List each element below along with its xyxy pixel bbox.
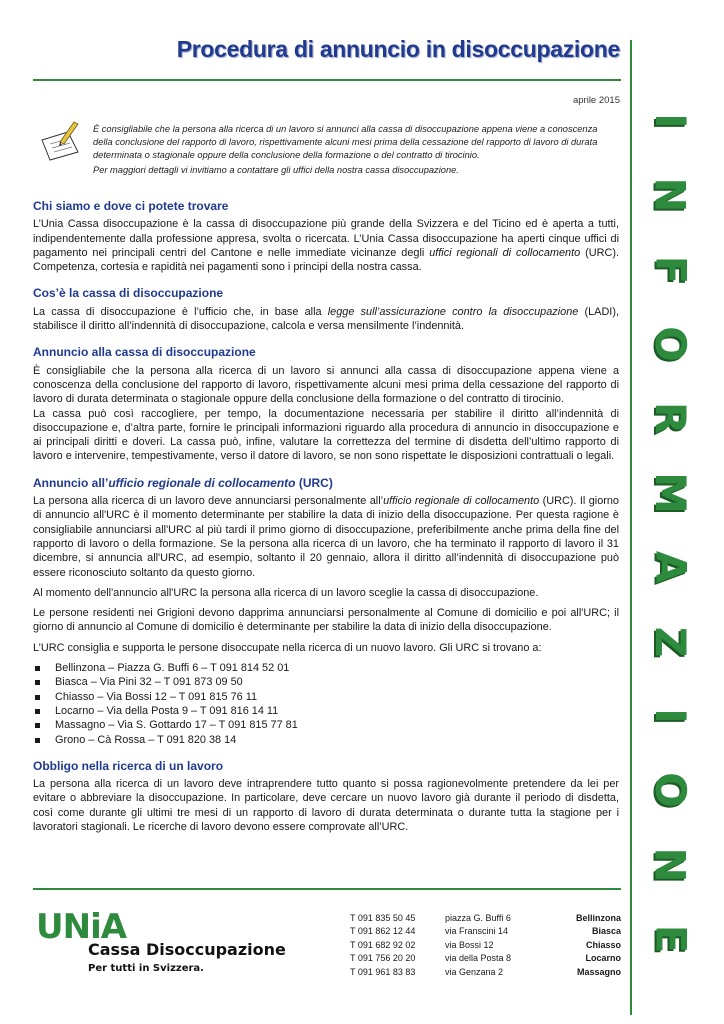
office-phone: T 091 682 92 02 <box>350 939 416 950</box>
office-address: via Franscini 14 <box>445 926 509 937</box>
list-item: Bellinzona – Piazza G. Buffi 6 – T 091 814 52 01 <box>33 661 619 675</box>
list-item: Biasca – Via Pini 32 – T 091 873 09 50 <box>33 675 619 689</box>
list-item: Chiasso – Via Bossi 12 – T 091 815 76 11 <box>33 690 619 704</box>
office-contacts <box>350 912 621 979</box>
logo-tagline: Per tutti in Svizzera. <box>88 963 204 974</box>
office-row <box>350 966 621 979</box>
side-letter: I <box>645 708 695 724</box>
side-letter: E <box>645 924 695 954</box>
side-letter: O <box>646 772 695 809</box>
intro-paragraph: È consigliabile che la persona alla ricerca di un lavoro si annunci alla cassa di disoccupazione appena viene a conoscenza della conclusione del rapporto di lavoro, rispettivamente alcuni mesi prima della cessazione del rapporto di lavoro di durata determinata o stagionale oppure della conclusione della formazione o del contratto di tirocinio. <box>93 124 598 160</box>
office-city: Massagno <box>576 966 621 977</box>
paragraph: Le persone residenti nei Grigioni devono dapprima annunciarsi personalmente al Comune di domicilio e poi all'URC; il giorno di annuncio al Comune di domicilio è determinante per stabilire la data di inizio della disoccupazione. <box>33 607 619 634</box>
document-date: aprile 2015 <box>572 95 620 106</box>
office-row <box>350 939 621 952</box>
list-item: Locarno – Via della Posta 9 – T 091 816 14 11 <box>33 704 619 718</box>
section-heading: Cos’è la cassa di disoccupazione <box>33 286 224 301</box>
side-letter: N <box>646 177 695 213</box>
office-address: via Bossi 12 <box>445 939 494 950</box>
paragraph: Al momento dell'annuncio all'URC la persona alla ricerca di un lavoro sceglie la cassa di disoccupazione. <box>33 586 539 599</box>
side-letter: A <box>645 550 695 584</box>
office-city: Chiasso <box>585 939 621 950</box>
section-heading: Annuncio alla cassa di disoccupazione <box>33 345 256 360</box>
office-address: piazza G. Buffi 6 <box>445 913 511 923</box>
paragraph: La persona alla ricerca di un lavoro deve annunciarsi personalmente all’ufficio regionale di collocamento (URC). Il giorno di annuncio all'URC è il momento determinante per stabilire la data di inizio della disoccupazione. Per questa ragione è consigliabile annunciarsi all'URC al più tardi il primo giorno di disoccupazione, preferibilmente anche prima della fine del rapporto di lavoro o della formazione. Se la persona alla ricerca di un lavoro, che ha terminato il rapporto di lavoro il 31 dicembre, si annuncia all'URC, ad esempio, soltanto il 20 gennaio, allora il diritto all’indennità di disoccupazione può essere riconosciuto soltanto da questo giorno. <box>33 495 619 579</box>
office-phone: T 091 961 83 83 <box>350 966 416 977</box>
side-letter: R <box>646 402 695 435</box>
office-phone: T 091 862 12 44 <box>350 926 416 937</box>
section-heading: Obbligo nella ricerca di un lavoro <box>33 758 224 773</box>
intro-note <box>93 123 619 179</box>
side-letter: O <box>646 326 695 362</box>
side-letter: I <box>645 113 695 129</box>
side-letter: M <box>645 471 695 514</box>
unia-logo <box>36 907 286 974</box>
office-row <box>350 925 621 938</box>
office-phone: T 091 835 50 45 <box>350 913 416 923</box>
section-heading: Annuncio all’ufficio regionale di collocamento (URC) <box>33 475 333 490</box>
office-city: Locarno <box>585 953 621 964</box>
paragraph: La cassa di disoccupazione è l’ufficio che, in base alla legge sull’assicurazione contro la disoccupazione (LADI), stabilisce il diritto all’indennità di disoccupazione, calcola e versa mensilmente l’indennità. <box>33 305 619 333</box>
office-address: via Genzana 2 <box>445 966 504 977</box>
office-city: Biasca <box>591 926 621 937</box>
logo-wordmark: UNiA <box>36 907 127 947</box>
intro-paragraph: Per maggiori dettagli vi invitiamo a contattare gli uffici della nostra cassa disoccupazione. <box>93 165 459 175</box>
paragraph: È consigliabile che la persona alla ricerca di un lavoro si annunci alla cassa di disoccupazione appena viene a conoscenza della conclusione del rapporto di lavoro, rispettivamente alcuni mesi prima della cessazione del rapporto di lavoro di durata determinata o stagionale oppure della conclusione della formazione o del contratto di tirocinio. <box>33 364 619 406</box>
paragraph: La persona alla ricerca di un lavoro deve intraprendere tutto quanto si possa ragionevolmente pretendere da lei per evitare o abbreviare la disoccupazione. In particolare, deve cercare un nuovo lavoro già durante il periodo di disdetta, così come durante gli ultimi tre mesi di un rapporto di lavoro di durata determinata o durante tutta la stagione per i lavoratori stagionali. Le ricerche di lavoro devono essere comprovate all’URC. <box>33 778 619 833</box>
side-letter: F <box>645 255 695 285</box>
section-annuncio-urc <box>33 476 619 747</box>
section-cos-e <box>33 286 619 333</box>
main-content <box>33 199 619 846</box>
section-annuncio-cassa <box>33 345 619 463</box>
urc-list <box>33 661 619 747</box>
office-row <box>350 952 621 965</box>
office-row <box>350 912 621 925</box>
footer-divider <box>33 888 621 890</box>
side-word-informazione <box>640 100 700 960</box>
title-divider <box>33 79 621 81</box>
side-letter: Z <box>646 626 695 657</box>
office-address: via della Posta 8 <box>445 953 512 964</box>
list-item: Massagno – Via S. Gottardo 17 – T 091 815 77 81 <box>33 718 619 732</box>
page-title: Procedura di annuncio in disoccupazione <box>176 36 620 62</box>
section-chi-siamo <box>33 199 619 274</box>
list-item: Grono – Cà Rossa – T 091 820 38 14 <box>33 733 619 747</box>
office-city: Bellinzona <box>575 913 621 923</box>
paragraph: L’URC consiglia e supporta le persone disoccupate nella ricerca di un nuovo lavoro. Gli URC si trovano a: <box>33 641 542 654</box>
logo-cassa: Cassa Disoccupazione <box>88 940 286 959</box>
quill-pen-paper-icon <box>38 118 82 167</box>
side-divider <box>630 40 632 1015</box>
side-letter: N <box>646 847 695 883</box>
section-heading: Chi siamo e dove ci potete trovare <box>33 199 229 213</box>
section-obbligo <box>33 759 619 834</box>
paragraph: La cassa può così raccogliere, per tempo, la documentazione necessaria per stabilire il diritto all’indennità di disoccupazione e, d’altra parte, fornire le principali informazioni riguardo alla procedura di annuncio in disoccupazione e ai principali diritti e doveri. La cassa può, infine, valutare la correttezza del termine di disdetta dell’ultimo rapporto di lavoro e intervenire, tempestivamente, verso il datore di lavoro, se non sono rispettate le disposizioni contrattuali o legali. <box>33 407 619 463</box>
office-phone: T 091 756 20 20 <box>350 953 416 964</box>
paragraph: L’Unia Cassa disoccupazione è la cassa di disoccupazione più grande della Svizzera e del Ticino ed è aperta a tutti, indipendentemente dalla professione appresa, svolta o ricercata. L’Unia Cassa disoccupazione ha aperti cinque uffici di pagamento nei principali centri del Cantone e nelle immediate vicinanze degli uffici regionali di collocamento (URC). Competenza, cortesia e rapidità nei pagamenti sono i principi della nostra cassa. <box>33 218 619 274</box>
